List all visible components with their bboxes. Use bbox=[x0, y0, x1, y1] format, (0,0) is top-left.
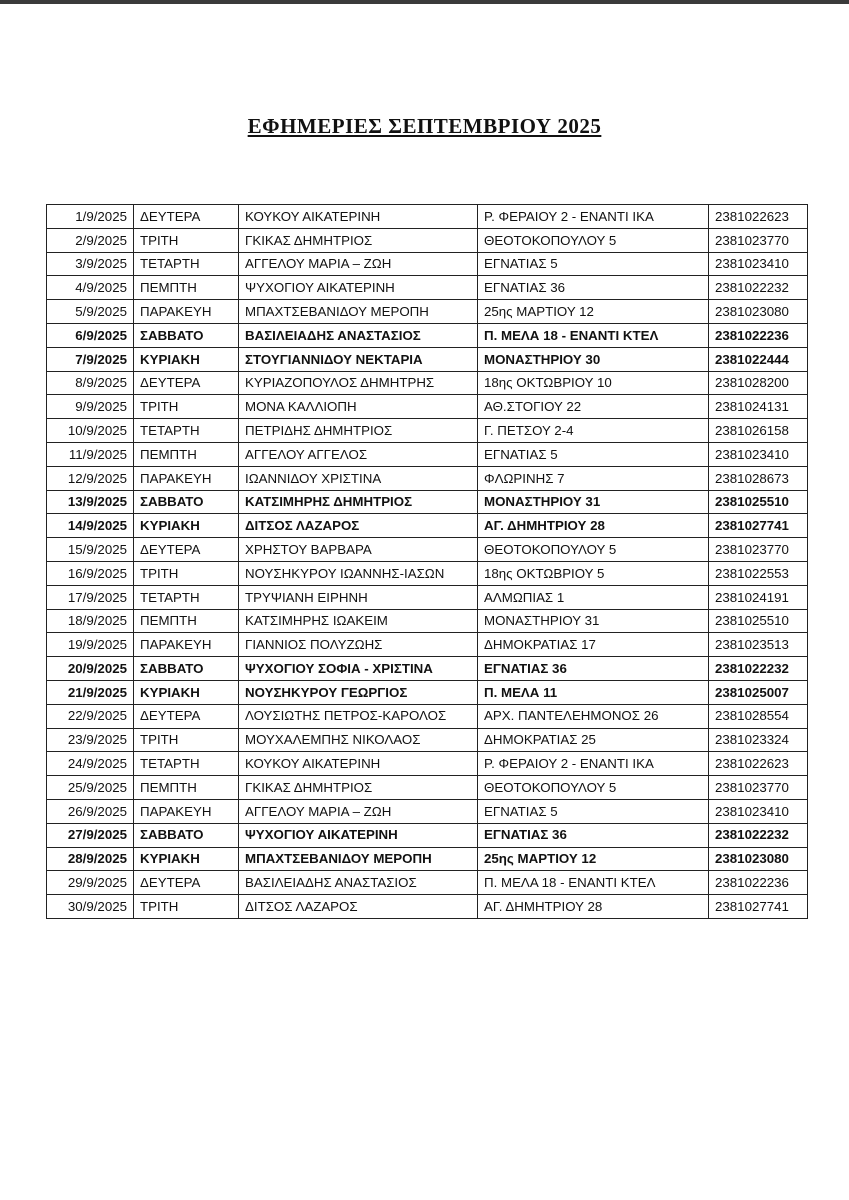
phone-cell: 2381025007 bbox=[709, 680, 808, 704]
date-cell: 21/9/2025 bbox=[47, 680, 134, 704]
table-row bbox=[47, 704, 808, 728]
date-cell: 8/9/2025 bbox=[47, 371, 134, 395]
phone-cell: 2381022236 bbox=[709, 871, 808, 895]
phone-cell: 2381024131 bbox=[709, 395, 808, 419]
table-row bbox=[47, 895, 808, 919]
table-row bbox=[47, 657, 808, 681]
table-row bbox=[47, 514, 808, 538]
address-cell: 18ης ΟΚΤΩΒΡΙΟΥ 10 bbox=[478, 371, 709, 395]
day-cell: ΠΑΡΑΚΕΥΗ bbox=[134, 633, 239, 657]
address-cell: 25ης ΜΑΡΤΙΟΥ 12 bbox=[478, 847, 709, 871]
table-row bbox=[47, 585, 808, 609]
date-cell: 27/9/2025 bbox=[47, 823, 134, 847]
day-cell: ΤΡΙΤΗ bbox=[134, 895, 239, 919]
pharmacist-name-cell: ΝΟΥΣΗΚΥΡΟΥ ΓΕΩΡΓΙΟΣ bbox=[239, 680, 478, 704]
pharmacist-name-cell: ΚΟΥΚΟΥ ΑΙΚΑΤΕΡΙΝΗ bbox=[239, 205, 478, 229]
address-cell: ΦΛΩΡΙΝΗΣ 7 bbox=[478, 466, 709, 490]
table-row bbox=[47, 490, 808, 514]
address-cell: ΔΗΜΟΚΡΑΤΙΑΣ 25 bbox=[478, 728, 709, 752]
date-cell: 3/9/2025 bbox=[47, 252, 134, 276]
day-cell: ΔΕΥΤΕΡΑ bbox=[134, 871, 239, 895]
day-cell: ΠΕΜΠΤΗ bbox=[134, 776, 239, 800]
day-cell: ΣΑΒΒΑΤΟ bbox=[134, 823, 239, 847]
day-cell: ΤΕΤΑΡΤΗ bbox=[134, 752, 239, 776]
day-cell: ΤΡΙΤΗ bbox=[134, 395, 239, 419]
day-cell: ΚΥΡΙΑΚΗ bbox=[134, 347, 239, 371]
address-cell: ΑΛΜΩΠΙΑΣ 1 bbox=[478, 585, 709, 609]
table-row bbox=[47, 776, 808, 800]
phone-cell: 2381028673 bbox=[709, 466, 808, 490]
table-row bbox=[47, 347, 808, 371]
date-cell: 2/9/2025 bbox=[47, 228, 134, 252]
pharmacist-name-cell: ΨΥΧΟΓΙΟΥ ΣΟΦΙΑ - ΧΡΙΣΤΙΝΑ bbox=[239, 657, 478, 681]
address-cell: Π. ΜΕΛΑ 18 - ΕΝΑΝΤΙ ΚΤΕΛ bbox=[478, 871, 709, 895]
phone-cell: 2381023080 bbox=[709, 847, 808, 871]
date-cell: 23/9/2025 bbox=[47, 728, 134, 752]
address-cell: ΑΓ. ΔΗΜΗΤΡΙΟΥ 28 bbox=[478, 895, 709, 919]
table-row bbox=[47, 561, 808, 585]
pharmacist-name-cell: ΣΤΟΥΓΙΑΝΝΙΔΟΥ ΝΕΚΤΑΡΙΑ bbox=[239, 347, 478, 371]
address-cell: Ρ. ΦΕΡΑΙΟΥ 2 - ΕΝΑΝΤΙ ΙΚΑ bbox=[478, 205, 709, 229]
table-row bbox=[47, 252, 808, 276]
address-cell: ΘΕΟΤΟΚΟΠΟΥΛΟΥ 5 bbox=[478, 776, 709, 800]
date-cell: 17/9/2025 bbox=[47, 585, 134, 609]
table-row bbox=[47, 323, 808, 347]
address-cell: Ρ. ΦΕΡΑΙΟΥ 2 - ΕΝΑΝΤΙ ΙΚΑ bbox=[478, 752, 709, 776]
address-cell: ΜΟΝΑΣΤΗΡΙΟΥ 31 bbox=[478, 609, 709, 633]
table-row bbox=[47, 205, 808, 229]
date-cell: 14/9/2025 bbox=[47, 514, 134, 538]
duty-roster-body bbox=[47, 205, 808, 919]
phone-cell: 2381024191 bbox=[709, 585, 808, 609]
table-row bbox=[47, 871, 808, 895]
pharmacist-name-cell: ΨΥΧΟΓΙΟΥ ΑΙΚΑΤΕΡΙΝΗ bbox=[239, 276, 478, 300]
pharmacist-name-cell: ΜΠΑΧΤΣΕΒΑΝΙΔΟΥ ΜΕΡΟΠΗ bbox=[239, 847, 478, 871]
scan-top-edge bbox=[0, 0, 849, 4]
phone-cell: 2381023770 bbox=[709, 228, 808, 252]
phone-cell: 2381028200 bbox=[709, 371, 808, 395]
day-cell: ΠΑΡΑΚΕΥΗ bbox=[134, 466, 239, 490]
day-cell: ΤΡΙΤΗ bbox=[134, 728, 239, 752]
pharmacist-name-cell: ΙΩΑΝΝΙΔΟΥ ΧΡΙΣΤΙΝΑ bbox=[239, 466, 478, 490]
table-row bbox=[47, 228, 808, 252]
date-cell: 20/9/2025 bbox=[47, 657, 134, 681]
date-cell: 19/9/2025 bbox=[47, 633, 134, 657]
phone-cell: 2381026158 bbox=[709, 419, 808, 443]
address-cell: ΘΕΟΤΟΚΟΠΟΥΛΟΥ 5 bbox=[478, 228, 709, 252]
pharmacist-name-cell: ΜΠΑΧΤΣΕΒΑΝΙΔΟΥ ΜΕΡΟΠΗ bbox=[239, 300, 478, 324]
date-cell: 29/9/2025 bbox=[47, 871, 134, 895]
phone-cell: 2381022623 bbox=[709, 205, 808, 229]
day-cell: ΠΑΡΑΚΕΥΗ bbox=[134, 799, 239, 823]
pharmacist-name-cell: ΜΟΝΑ ΚΑΛΛΙΟΠΗ bbox=[239, 395, 478, 419]
phone-cell: 2381022232 bbox=[709, 657, 808, 681]
duty-roster-table bbox=[46, 204, 808, 919]
date-cell: 22/9/2025 bbox=[47, 704, 134, 728]
table-row bbox=[47, 680, 808, 704]
pharmacist-name-cell: ΑΓΓΕΛΟΥ ΜΑΡΙΑ – ΖΩΗ bbox=[239, 799, 478, 823]
day-cell: ΤΡΙΤΗ bbox=[134, 228, 239, 252]
table-row bbox=[47, 371, 808, 395]
pharmacist-name-cell: ΚΑΤΣΙΜΗΡΗΣ ΔΗΜΗΤΡΙΟΣ bbox=[239, 490, 478, 514]
address-cell: ΕΓΝΑΤΙΑΣ 5 bbox=[478, 252, 709, 276]
table-row bbox=[47, 538, 808, 562]
date-cell: 18/9/2025 bbox=[47, 609, 134, 633]
phone-cell: 2381022236 bbox=[709, 323, 808, 347]
pharmacist-name-cell: ΓΚΙΚΑΣ ΔΗΜΗΤΡΙΟΣ bbox=[239, 228, 478, 252]
pharmacist-name-cell: ΠΕΤΡΙΔΗΣ ΔΗΜΗΤΡΙΟΣ bbox=[239, 419, 478, 443]
day-cell: ΣΑΒΒΑΤΟ bbox=[134, 323, 239, 347]
table-row bbox=[47, 300, 808, 324]
phone-cell: 2381023770 bbox=[709, 776, 808, 800]
pharmacist-name-cell: ΛΟΥΣΙΩΤΗΣ ΠΕΤΡΟΣ-ΚΑΡΟΛΟΣ bbox=[239, 704, 478, 728]
date-cell: 9/9/2025 bbox=[47, 395, 134, 419]
table-row bbox=[47, 847, 808, 871]
day-cell: ΚΥΡΙΑΚΗ bbox=[134, 680, 239, 704]
pharmacist-name-cell: ΑΓΓΕΛΟΥ ΜΑΡΙΑ – ΖΩΗ bbox=[239, 252, 478, 276]
day-cell: ΠΕΜΠΤΗ bbox=[134, 609, 239, 633]
pharmacist-name-cell: ΜΟΥΧΑΛΕΜΠΗΣ ΝΙΚΟΛΑΟΣ bbox=[239, 728, 478, 752]
pharmacist-name-cell: ΒΑΣΙΛΕΙΑΔΗΣ ΑΝΑΣΤΑΣΙΟΣ bbox=[239, 323, 478, 347]
date-cell: 30/9/2025 bbox=[47, 895, 134, 919]
date-cell: 12/9/2025 bbox=[47, 466, 134, 490]
pharmacist-name-cell: ΚΥΡΙΑΖΟΠΟΥΛΟΣ ΔΗΜΗΤΡΗΣ bbox=[239, 371, 478, 395]
date-cell: 1/9/2025 bbox=[47, 205, 134, 229]
address-cell: ΘΕΟΤΟΚΟΠΟΥΛΟΥ 5 bbox=[478, 538, 709, 562]
day-cell: ΔΕΥΤΕΡΑ bbox=[134, 704, 239, 728]
day-cell: ΤΕΤΑΡΤΗ bbox=[134, 585, 239, 609]
pharmacist-name-cell: ΚΑΤΣΙΜΗΡΗΣ ΙΩΑΚΕΙΜ bbox=[239, 609, 478, 633]
date-cell: 5/9/2025 bbox=[47, 300, 134, 324]
day-cell: ΚΥΡΙΑΚΗ bbox=[134, 847, 239, 871]
phone-cell: 2381027741 bbox=[709, 895, 808, 919]
phone-cell: 2381023410 bbox=[709, 442, 808, 466]
phone-cell: 2381023324 bbox=[709, 728, 808, 752]
day-cell: ΚΥΡΙΑΚΗ bbox=[134, 514, 239, 538]
date-cell: 7/9/2025 bbox=[47, 347, 134, 371]
date-cell: 26/9/2025 bbox=[47, 799, 134, 823]
phone-cell: 2381022553 bbox=[709, 561, 808, 585]
pharmacist-name-cell: ΚΟΥΚΟΥ ΑΙΚΑΤΕΡΙΝΗ bbox=[239, 752, 478, 776]
phone-cell: 2381022623 bbox=[709, 752, 808, 776]
address-cell: ΑΓ. ΔΗΜΗΤΡΙΟΥ 28 bbox=[478, 514, 709, 538]
table-row bbox=[47, 466, 808, 490]
phone-cell: 2381022232 bbox=[709, 823, 808, 847]
day-cell: ΠΕΜΠΤΗ bbox=[134, 442, 239, 466]
date-cell: 28/9/2025 bbox=[47, 847, 134, 871]
table-row bbox=[47, 752, 808, 776]
date-cell: 24/9/2025 bbox=[47, 752, 134, 776]
date-cell: 11/9/2025 bbox=[47, 442, 134, 466]
date-cell: 25/9/2025 bbox=[47, 776, 134, 800]
day-cell: ΠΕΜΠΤΗ bbox=[134, 276, 239, 300]
address-cell: ΑΘ.ΣΤΟΓΙΟΥ 22 bbox=[478, 395, 709, 419]
day-cell: ΠΑΡΑΚΕΥΗ bbox=[134, 300, 239, 324]
date-cell: 10/9/2025 bbox=[47, 419, 134, 443]
phone-cell: 2381023513 bbox=[709, 633, 808, 657]
day-cell: ΔΕΥΤΕΡΑ bbox=[134, 205, 239, 229]
table-row bbox=[47, 276, 808, 300]
date-cell: 6/9/2025 bbox=[47, 323, 134, 347]
date-cell: 13/9/2025 bbox=[47, 490, 134, 514]
table-row bbox=[47, 442, 808, 466]
phone-cell: 2381025510 bbox=[709, 609, 808, 633]
pharmacist-name-cell: ΝΟΥΣΗΚΥΡΟΥ ΙΩΑΝΝΗΣ-ΙΑΣΩΝ bbox=[239, 561, 478, 585]
phone-cell: 2381023410 bbox=[709, 252, 808, 276]
table-row bbox=[47, 799, 808, 823]
phone-cell: 2381022444 bbox=[709, 347, 808, 371]
address-cell: ΕΓΝΑΤΙΑΣ 36 bbox=[478, 823, 709, 847]
phone-cell: 2381023770 bbox=[709, 538, 808, 562]
address-cell: ΔΗΜΟΚΡΑΤΙΑΣ 17 bbox=[478, 633, 709, 657]
phone-cell: 2381025510 bbox=[709, 490, 808, 514]
address-cell: ΜΟΝΑΣΤΗΡΙΟΥ 31 bbox=[478, 490, 709, 514]
address-cell: ΕΓΝΑΤΙΑΣ 5 bbox=[478, 442, 709, 466]
pharmacist-name-cell: ΑΓΓΕΛΟΥ ΑΓΓΕΛΟΣ bbox=[239, 442, 478, 466]
day-cell: ΣΑΒΒΑΤΟ bbox=[134, 657, 239, 681]
table-row bbox=[47, 419, 808, 443]
address-cell: ΕΓΝΑΤΙΑΣ 5 bbox=[478, 799, 709, 823]
table-row bbox=[47, 823, 808, 847]
date-cell: 4/9/2025 bbox=[47, 276, 134, 300]
pharmacist-name-cell: ΔΙΤΣΟΣ ΛΑΖΑΡΟΣ bbox=[239, 895, 478, 919]
date-cell: 16/9/2025 bbox=[47, 561, 134, 585]
day-cell: ΤΡΙΤΗ bbox=[134, 561, 239, 585]
phone-cell: 2381023410 bbox=[709, 799, 808, 823]
day-cell: ΔΕΥΤΕΡΑ bbox=[134, 371, 239, 395]
table-row bbox=[47, 609, 808, 633]
address-cell: 25ης ΜΑΡΤΙΟΥ 12 bbox=[478, 300, 709, 324]
address-cell: ΕΓΝΑΤΙΑΣ 36 bbox=[478, 657, 709, 681]
table-row bbox=[47, 633, 808, 657]
phone-cell: 2381027741 bbox=[709, 514, 808, 538]
address-cell: ΜΟΝΑΣΤΗΡΙΟΥ 30 bbox=[478, 347, 709, 371]
day-cell: ΤΕΤΑΡΤΗ bbox=[134, 419, 239, 443]
pharmacist-name-cell: ΔΙΤΣΟΣ ΛΑΖΑΡΟΣ bbox=[239, 514, 478, 538]
address-cell: 18ης ΟΚΤΩΒΡΙΟΥ 5 bbox=[478, 561, 709, 585]
phone-cell: 2381022232 bbox=[709, 276, 808, 300]
phone-cell: 2381028554 bbox=[709, 704, 808, 728]
phone-cell: 2381023080 bbox=[709, 300, 808, 324]
day-cell: ΣΑΒΒΑΤΟ bbox=[134, 490, 239, 514]
pharmacist-name-cell: ΤΡΥΨΙΑΝΗ ΕΙΡΗΝΗ bbox=[239, 585, 478, 609]
address-cell: Π. ΜΕΛΑ 11 bbox=[478, 680, 709, 704]
pharmacist-name-cell: ΨΥΧΟΓΙΟΥ ΑΙΚΑΤΕΡΙΝΗ bbox=[239, 823, 478, 847]
address-cell: ΕΓΝΑΤΙΑΣ 36 bbox=[478, 276, 709, 300]
pharmacist-name-cell: ΒΑΣΙΛΕΙΑΔΗΣ ΑΝΑΣΤΑΣΙΟΣ bbox=[239, 871, 478, 895]
date-cell: 15/9/2025 bbox=[47, 538, 134, 562]
pharmacist-name-cell: ΓΚΙΚΑΣ ΔΗΜΗΤΡΙΟΣ bbox=[239, 776, 478, 800]
address-cell: Γ. ΠΕΤΣΟΥ 2-4 bbox=[478, 419, 709, 443]
page-title: ΕΦΗΜΕΡΙΕΣ ΣΕΠΤΕΜΒΡΙΟΥ 2025 bbox=[247, 114, 602, 138]
table-row bbox=[47, 728, 808, 752]
pharmacist-name-cell: ΧΡΗΣΤΟΥ ΒΑΡΒΑΡΑ bbox=[239, 538, 478, 562]
day-cell: ΔΕΥΤΕΡΑ bbox=[134, 538, 239, 562]
day-cell: ΤΕΤΑΡΤΗ bbox=[134, 252, 239, 276]
pharmacist-name-cell: ΓΙΑΝΝΙΟΣ ΠΟΛΥΖΩΗΣ bbox=[239, 633, 478, 657]
address-cell: Π. ΜΕΛΑ 18 - ΕΝΑΝΤΙ ΚΤΕΛ bbox=[478, 323, 709, 347]
address-cell: ΑΡΧ. ΠΑΝΤΕΛΕΗΜΟΝΟΣ 26 bbox=[478, 704, 709, 728]
table-row bbox=[47, 395, 808, 419]
